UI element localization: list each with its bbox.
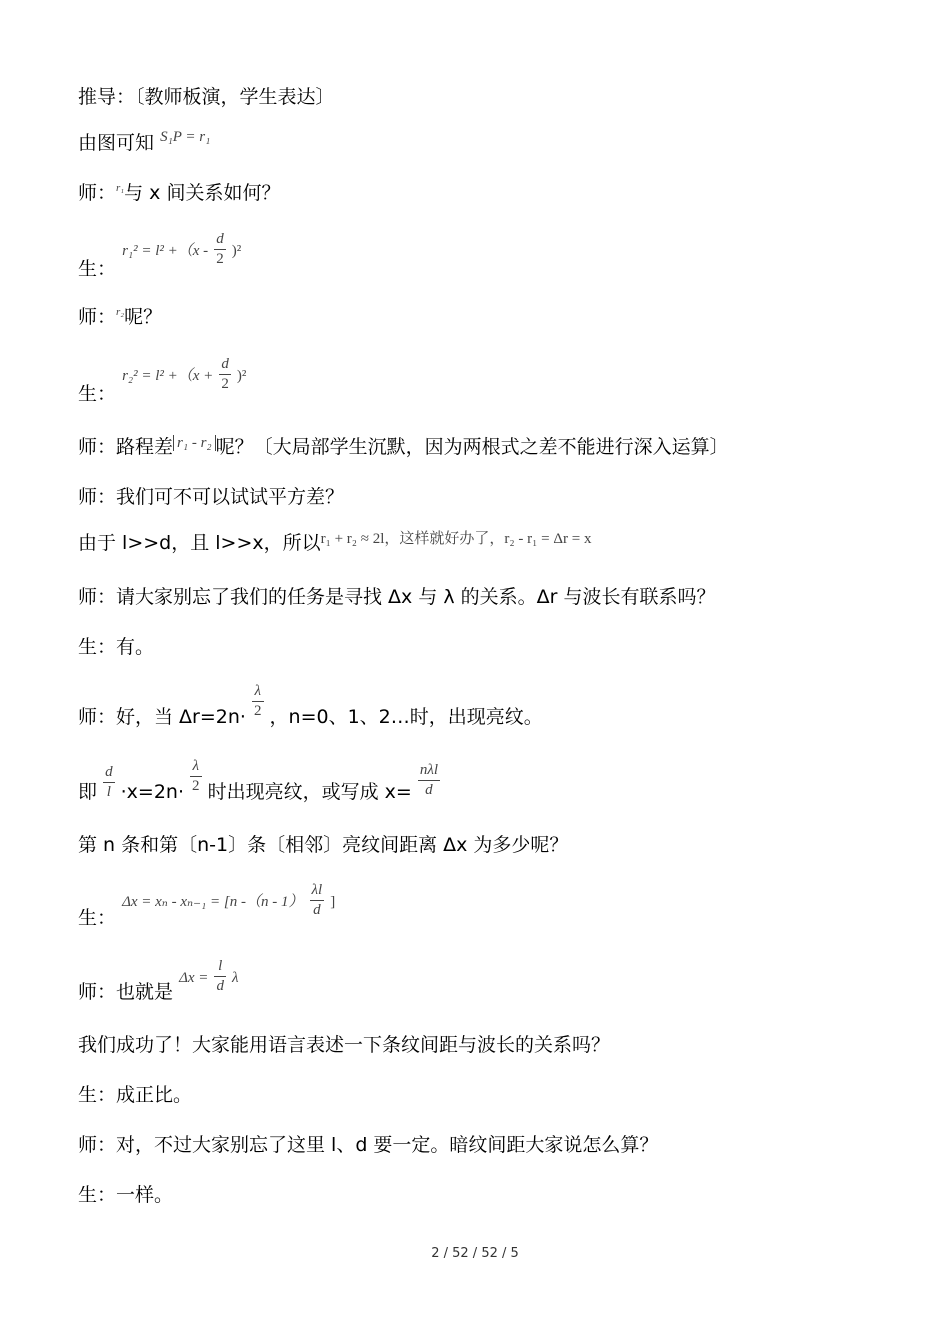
teacher-line-r2: 师：$^{r_2}$呢？ [78,306,163,328]
fraction-d-over-l: $\frac{d}{l}$ [105,764,113,800]
formula-s1p: S₁P = r₁ [160,129,211,145]
line-success-question: 我们成功了！大家能用语言表述一下条纹间距与波长的关系吗？ [78,1034,611,1056]
formula-r1-squared: r₁² = l² +（x - $\frac{d}{2}$ )² [122,231,242,267]
line-from-figure: 由图可知 $^{S_1P = r_1}$ [78,129,211,154]
line-since-l-much-greater: 由于 l>>d，且 l>>x，所以$^{r_1 + r_2 \approx 2l,这样就好办了,r_2 - r_1 = \Delta r = x}$ [78,531,592,554]
teacher-line-path-difference: 师：路程差 $^{r_1 - r_2}$ 呢？〔大局部学生沉默，因为两根式之差不能进行深入运算〕 [78,435,729,458]
symbol-r2: r₂ [116,306,125,318]
teacher-line-square-difference: 师：我们可不可以试试平方差？ [78,486,345,508]
fraction-lambda-over-2: $\frac{\lambda}{2}$ [254,683,262,719]
page-number-footer: 2 / 52 / 52 / 5 [431,1246,519,1261]
teacher-line-bright-fringe: 师：好，当 Δr=2n· $\frac{\lambda}{2}$ ，n=0、1、2…时，出现亮纹。 [78,683,543,728]
student-line-delta-x-derivation: 生： Δx = xₙ - xₙ₋₁ = [n -（n - 1） $\frac{\lambda l}{d}$ ] [78,882,336,929]
formula-delta-x-result: Δx = $\frac{l}{d}$ λ [179,958,239,994]
formula-abs-r1-r2: r₁ - r₂ [173,435,216,451]
line-adjacent-fringe-question: 第 n 条和第〔n-1〕条〔相邻〕亮纹间距离 Δx 为多少呢？ [78,834,569,856]
line-namely-x-formula: 即 $\frac{d}{l}$ ·x=2n· $\frac{\lambda}{2}$ 时出现亮纹，或写成 x= $\frac{\text{nλl}}{d}$ [78,758,439,803]
teacher-line-task: 师：请大家别忘了我们的任务是寻找 Δx 与 λ 的关系。Δr 与波长有联系吗？ [78,586,716,608]
formula-delta-x-xn: Δx = xₙ - xₙ₋₁ = [n -（n - 1） $\frac{\lambda l}{d}$ ] [122,882,336,918]
student-line-r2-formula: 生： r₂² = l² +（x + $\frac{d}{2}$ )² [78,356,247,405]
formula-r1-plus-r2: r₁ + r₂ ≈ 2l，这样就好办了，r₂ - r₁ = Δr = x [320,531,592,547]
teacher-line-dark-fringe: 师：对，不过大家别忘了这里 l、d 要一定。暗纹间距大家说怎么算？ [78,1134,659,1156]
formula-r2-squared: r₂² = l² +（x + $\frac{d}{2}$ )² [122,356,247,392]
teacher-line-r1-x: 师：$^{r_1}$与 x 间关系如何？ [78,182,281,204]
student-line-proportional: 生：成正比。 [78,1084,193,1106]
student-line-yes: 生：有。 [78,636,155,658]
fraction-n-lambda-l-over-d: $\frac{\text{nλl}}{d}$ [419,762,439,798]
derivation-heading: 推导：〔教师板演，学生表达〕 [78,86,335,108]
symbol-r1: r₁ [116,182,125,194]
student-line-r1-formula: 生： r₁² = l² +（x - $\frac{d}{2}$ )² [78,231,242,280]
student-line-same: 生：一样。 [78,1184,174,1206]
fraction-lambda-over-2-b: $\frac{\lambda}{2}$ [192,758,200,794]
teacher-line-result: 师：也就是 Δx = $\frac{l}{d}$ λ [78,958,239,1003]
